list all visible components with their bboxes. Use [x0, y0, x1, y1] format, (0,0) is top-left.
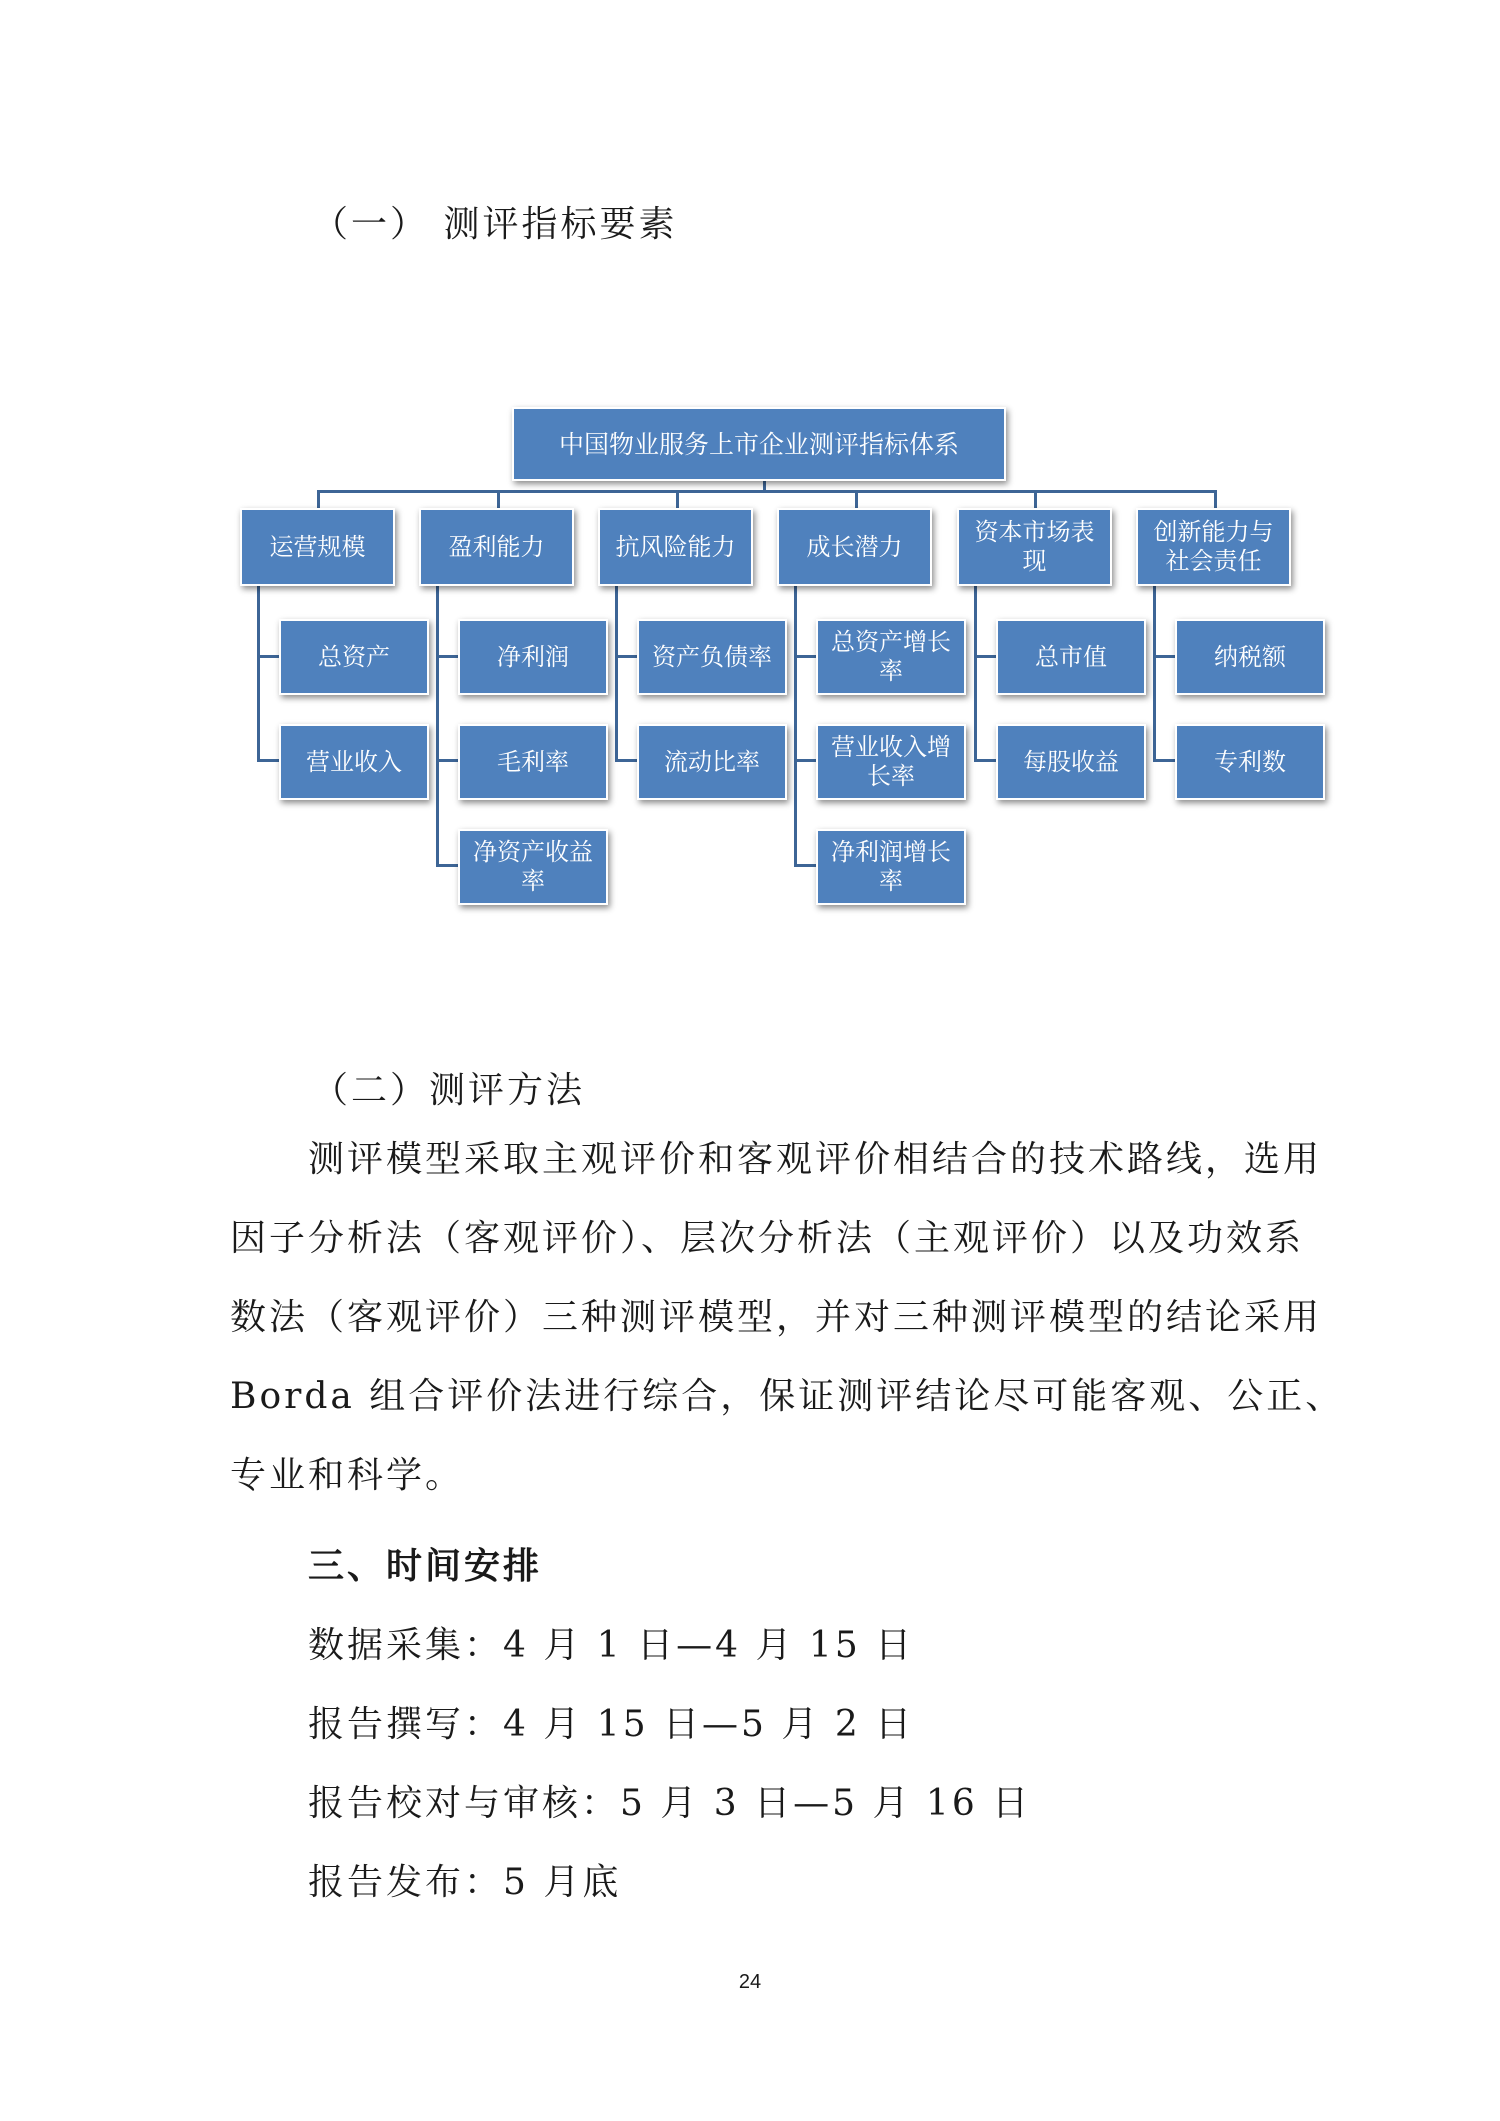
indicator-label: 净利润增长率 — [831, 838, 951, 895]
category-box-risk-resistance — [598, 508, 753, 586]
spine-2 — [436, 584, 439, 866]
category-drop-6 — [1214, 490, 1217, 508]
category-drop-5 — [1034, 490, 1037, 508]
indicator-label: 总资产 — [318, 642, 390, 671]
category-label: 成长潜力 — [806, 532, 903, 561]
tick-2-3 — [436, 864, 460, 867]
spine-5 — [974, 584, 977, 761]
category-drop-3 — [676, 490, 679, 508]
paragraph-line: 数法（客观评价）三种测评模型，并对三种测评模型的结论采用 — [230, 1297, 1323, 1338]
category-label: 资本市场表现 — [974, 518, 1095, 575]
indicator-label: 流动比率 — [664, 747, 760, 776]
tick-3-2 — [615, 759, 639, 762]
tick-1-1 — [257, 655, 281, 658]
category-box-innovation-responsibility — [1136, 508, 1291, 586]
indicator-box — [816, 619, 966, 695]
indicator-box — [458, 829, 608, 905]
indicator-box — [816, 829, 966, 905]
spine-3 — [615, 584, 618, 761]
category-drop-1 — [317, 490, 320, 508]
tick-6-1 — [1153, 655, 1177, 658]
schedule-item: 报告发布：5 月底 — [308, 1862, 622, 1903]
indicator-box — [279, 619, 429, 695]
category-label: 运营规模 — [269, 532, 366, 561]
indicator-label: 总资产增长率 — [831, 628, 951, 685]
tick-5-1 — [974, 655, 998, 658]
tick-1-2 — [257, 759, 281, 762]
tick-2-1 — [436, 655, 460, 658]
tick-4-1 — [794, 655, 818, 658]
spine-6 — [1153, 584, 1156, 761]
tick-6-2 — [1153, 759, 1177, 762]
method-paragraph — [230, 1120, 1345, 1520]
section-heading-schedule: 三、时间安排 — [308, 1546, 543, 1587]
page-number: 24 — [738, 1971, 762, 1993]
indicator-box — [996, 619, 1146, 695]
indicator-label: 净资产收益率 — [473, 838, 593, 895]
category-label: 盈利能力 — [448, 532, 545, 561]
category-label: 创新能力与社会责任 — [1153, 518, 1274, 575]
indicator-box — [458, 724, 608, 800]
category-drop-4 — [855, 490, 858, 508]
indicator-box — [637, 724, 787, 800]
indicator-box — [1175, 619, 1325, 695]
indicator-label: 总市值 — [1035, 642, 1107, 671]
paragraph-line: 因子分析法（客观评价）、层次分析法（主观评价）以及功效系 — [230, 1218, 1305, 1259]
schedule-item: 数据采集：4 月 1 日—4 月 15 日 — [308, 1625, 915, 1666]
indicator-label: 专利数 — [1214, 747, 1286, 776]
indicator-label: 营业收入增长率 — [831, 733, 951, 790]
section-heading-indicators: （一） 测评指标要素 — [312, 204, 678, 245]
indicator-box — [637, 619, 787, 695]
category-label: 抗风险能力 — [615, 532, 736, 561]
tick-4-3 — [794, 864, 818, 867]
paragraph-line: 专业和科学。 — [230, 1455, 465, 1496]
indicator-label: 净利润 — [497, 642, 569, 671]
indicator-org-chart — [0, 0, 1500, 950]
category-box-capital-market — [957, 508, 1112, 586]
indicator-box — [458, 619, 608, 695]
category-drop-2 — [497, 490, 500, 508]
indicator-label: 毛利率 — [497, 747, 569, 776]
indicator-box — [1175, 724, 1325, 800]
spine-4 — [794, 584, 797, 866]
section-heading-method: （二）测评方法 — [312, 1070, 586, 1111]
indicator-box — [816, 724, 966, 800]
spine-1 — [257, 584, 260, 761]
tick-3-1 — [615, 655, 639, 658]
category-box-growth-potential — [777, 508, 932, 586]
tick-2-2 — [436, 759, 460, 762]
indicator-label: 纳税额 — [1214, 642, 1286, 671]
schedule-item: 报告撰写：4 月 15 日—5 月 2 日 — [308, 1704, 915, 1745]
paragraph-line: 测评模型采取主观评价和客观评价相结合的技术路线，选用 — [308, 1139, 1323, 1180]
tick-5-2 — [974, 759, 998, 762]
indicator-label: 每股收益 — [1023, 747, 1119, 776]
chart-root-label: 中国物业服务上市企业测评指标体系 — [558, 429, 959, 459]
indicator-label: 资产负债率 — [652, 642, 772, 671]
indicator-box — [996, 724, 1146, 800]
chart-root-box — [512, 407, 1006, 481]
paragraph-line: Borda 组合评价法进行综合，保证测评结论尽可能客观、公正、 — [230, 1376, 1345, 1417]
indicator-box — [279, 724, 429, 800]
category-box-profitability — [419, 508, 574, 586]
indicator-label: 营业收入 — [306, 747, 402, 776]
category-bus-line — [317, 490, 1216, 493]
schedule-item: 报告校对与审核：5 月 3 日—5 月 16 日 — [308, 1783, 1032, 1824]
tick-4-2 — [794, 759, 818, 762]
category-box-operations-scale — [240, 508, 395, 586]
